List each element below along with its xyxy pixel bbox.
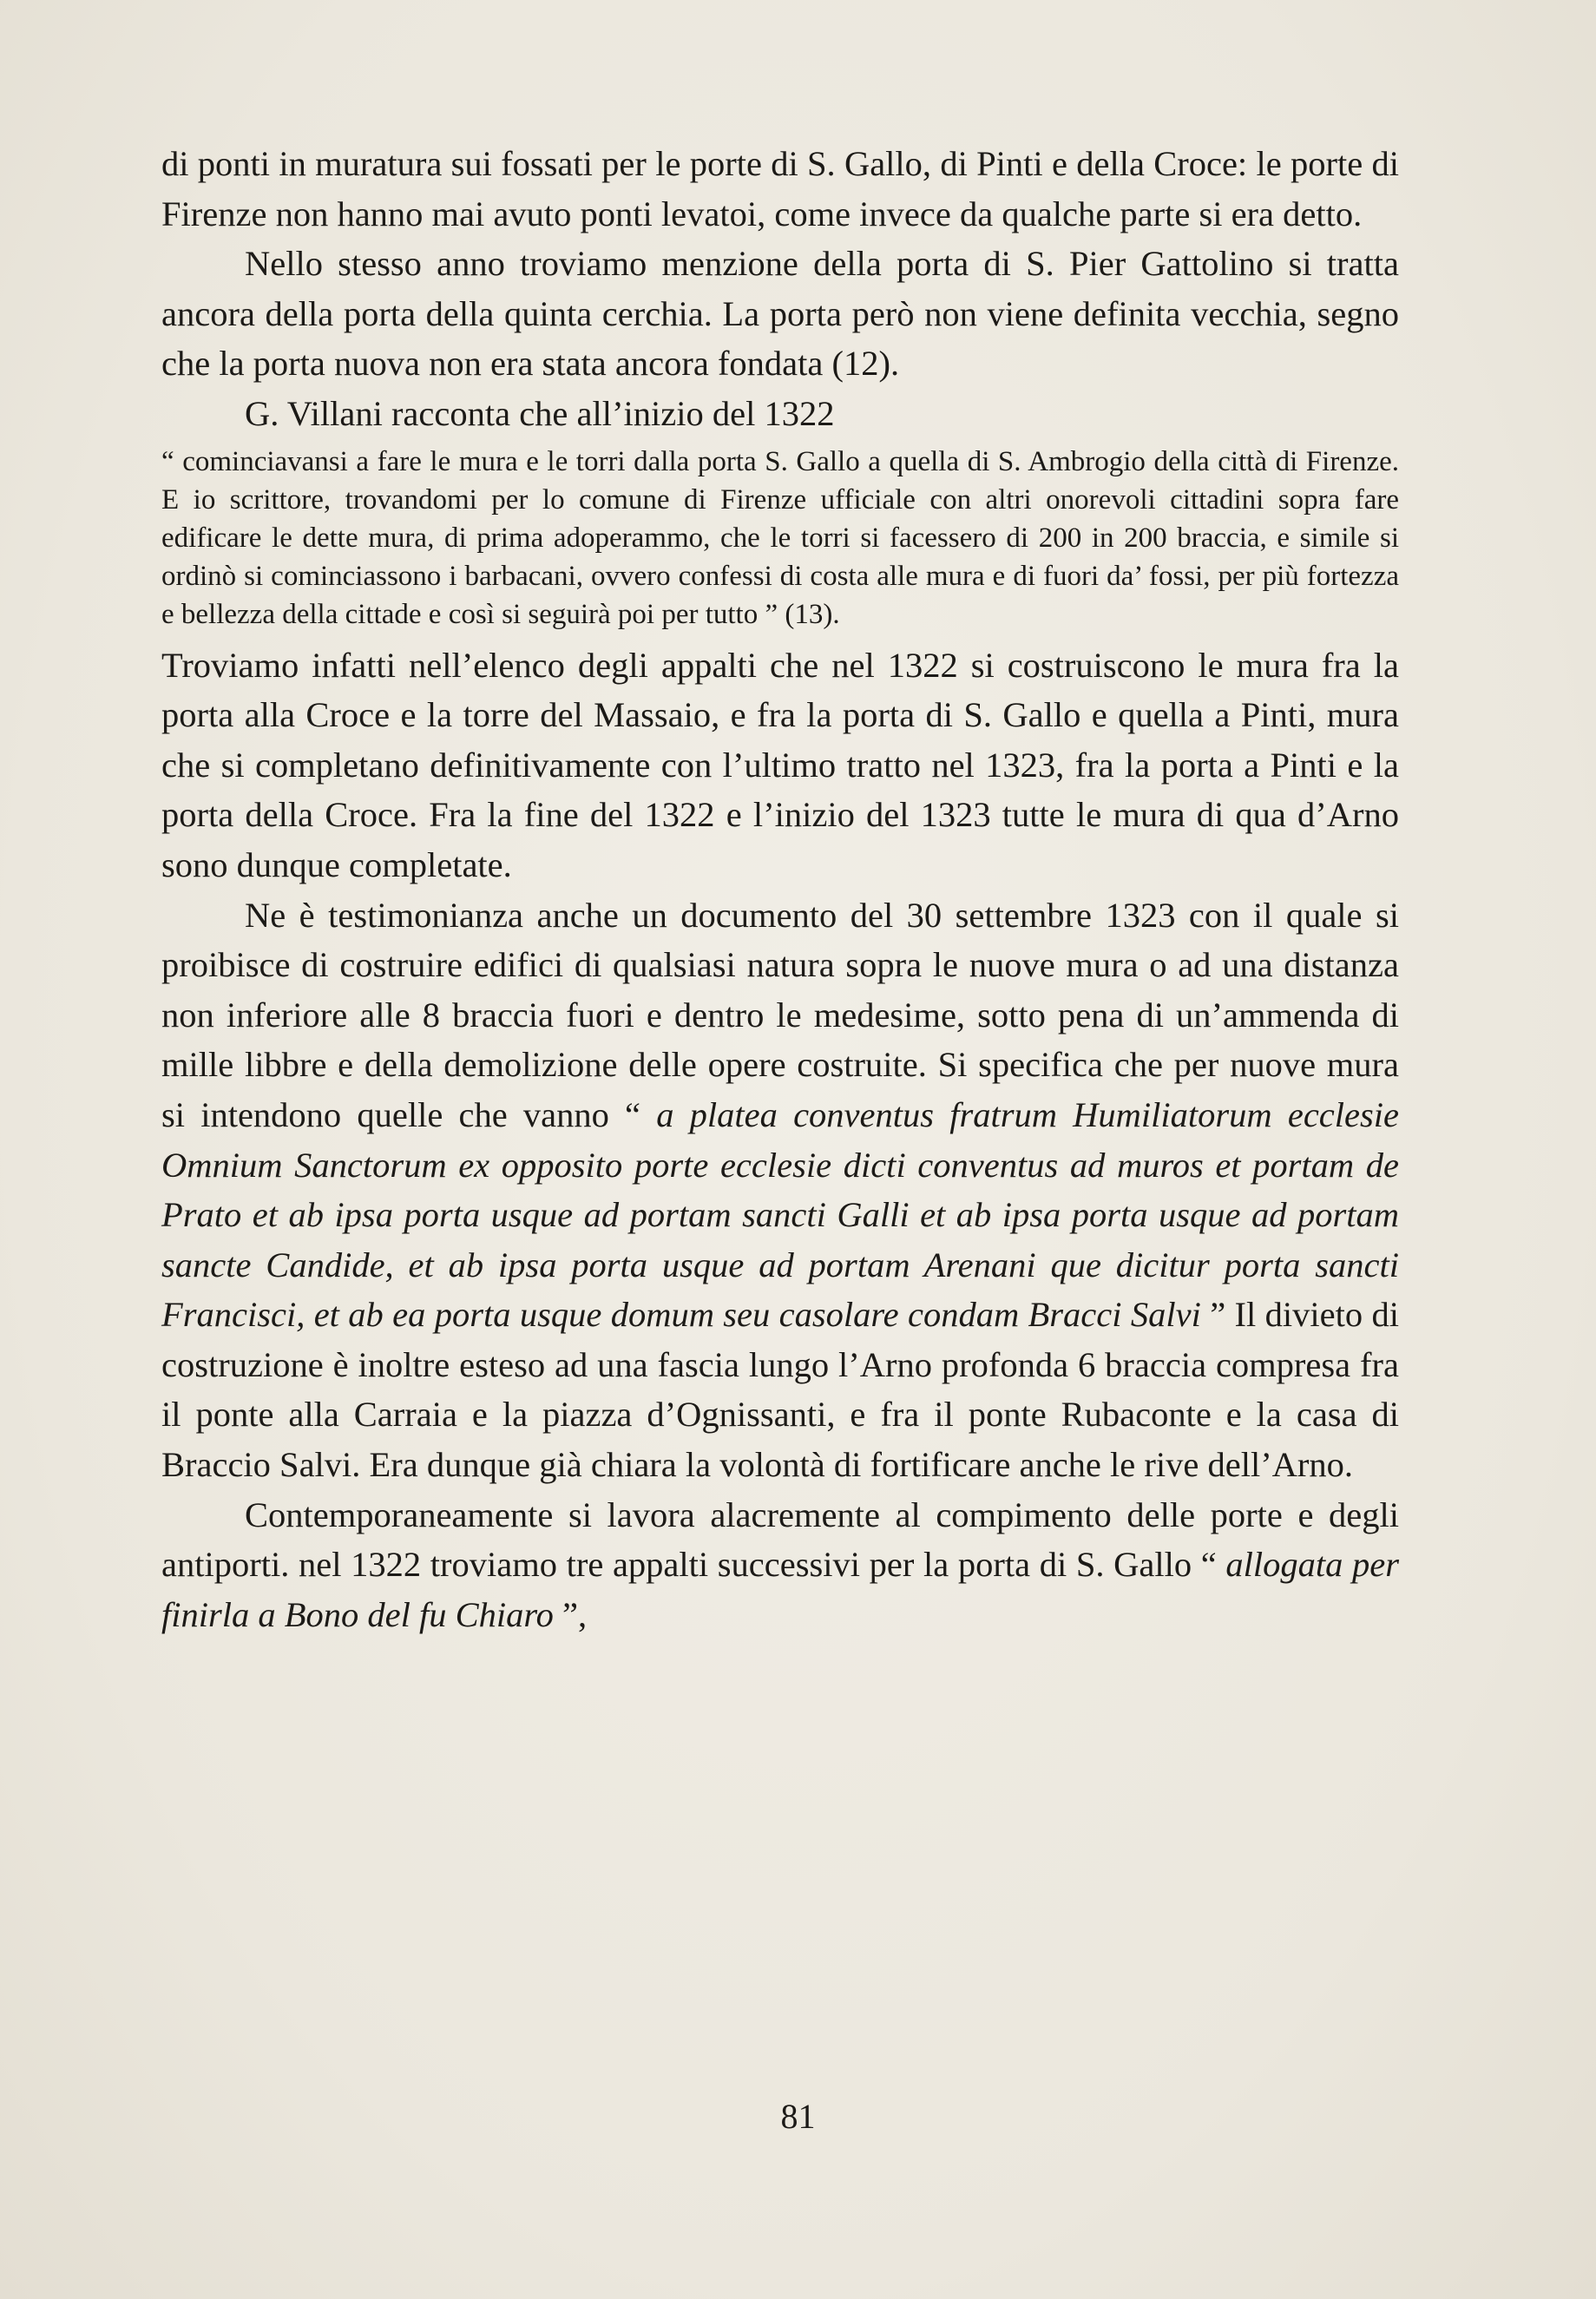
page-number: 81 bbox=[780, 2097, 816, 2136]
paragraph-6-text-a: Contemporaneamente si lavora alacremente al compimento delle porte e degli antiporti. nel 1322 troviamo tre appalti successivi per la porta di S. Gallo “ bbox=[161, 1494, 1399, 1585]
paragraph-4: Troviamo infatti nell’elenco degli appalti che nel 1322 si costruiscono le mura fra la porta alla Croce e la torre del Massaio, e fra la porta di S. Gallo e quella a Pinti, mura che si completano definitivamente con l’ultimo tratto nel 1323, fra la porta a Pinti e la porta della Croce. Fra la fine del 1322 e l’inizio del 1323 tutte le mura di qua d’Arno sono dunque completate. bbox=[161, 645, 1399, 884]
paragraph-6 bbox=[161, 1490, 1399, 1640]
paragraph-1: di ponti in muratura sui fossati per le porte di S. Gallo, di Pinti e della Croce: le porte di Firenze non hanno mai avuto ponti levatoi, come invece da qualche parte si era detto. bbox=[161, 144, 1399, 233]
paragraph-6-italic-quote: allogata per finirla a Bono del fu Chiaro bbox=[161, 1545, 1399, 1634]
body-text bbox=[161, 139, 1399, 1639]
paragraph-2: Nello stesso anno troviamo menzione della porta di S. Pier Gattolino si tratta ancora della porta della quinta cerchia. La porta però non viene definita vecchia, segno che la porta nuova non era stata ancora fondata (12). bbox=[161, 244, 1399, 384]
paragraph-5 bbox=[161, 890, 1399, 1490]
paragraph-5-text-b: ” Il divieto di costruzione è inoltre esteso ad una fascia lungo l’Arno profonda 6 braccia compresa fra il ponte alla Carraia e la piazza d’Ognissanti, e fra il ponte Rubaconte e la casa di Braccio Salvi. Era dunque già chiara la volontà di fortificare anche le rive dell’Arno. bbox=[161, 1295, 1399, 1485]
paragraph-6-text-b: ”, bbox=[553, 1594, 588, 1634]
paragraph-5-text-a: Ne è testimonianza anche un documento del 30 settembre 1323 con il quale si proibisce di costruire edifici di qualsiasi natura sopra le nuove mura o ad una distanza non inferiore alle 8 braccia fuori e dentro le medesime, sotto pena di un’ammenda di mille libbre e della demolizione delle opere costruite. Si specifica che per nuove mura si intendono quelle che vanno “ bbox=[161, 895, 1399, 1134]
villani-quote: “ cominciavansi a fare le mura e le torri dalla porta S. Gallo a quella di S. Ambrogio della città di Firenze. E io scrittore, trovandomi per lo comune di Firenze ufficiale con altri onorevoli cittadini sopra fare edificare le dette mura, di prima adoperammo, che le torri si facessero di 200 in 200 braccia, e simile si ordinò si cominciassono i barbacani, ovvero confessi di costa alle mura e di fuori da’ fossi, per più fortezza e bellezza della cittade e così si seguirà poi per tutto ” (13). bbox=[161, 445, 1399, 630]
paragraph-5-latin-quote: a platea conventus fratrum Humiliatorum ecclesie Omnium Sanctorum ex opposito porte ecclesie dicti conventus ad muros et portam de Prato et ab ipsa porta usque ad portam sancti Galli et ab ipsa porta usque ad portam sancte Candide, et ab ipsa porta usque ad portam Arenani que dicitur porta sancti Francisci, et ab ea porta usque domum seu casolare condam Bracci Salvi bbox=[161, 1094, 1399, 1335]
paragraph-3: G. Villani racconta che all’inizio del 1322 bbox=[245, 393, 835, 433]
